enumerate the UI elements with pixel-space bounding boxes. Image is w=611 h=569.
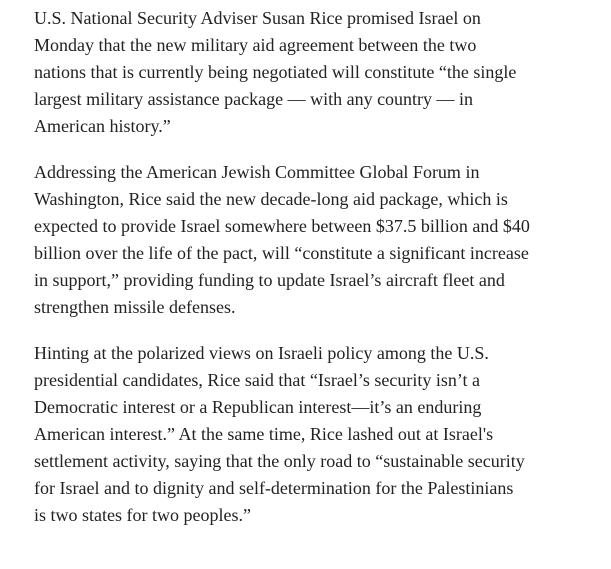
text-line: Washington, Rice said the new decade-long aid package, which is	[34, 189, 508, 209]
text-line: nations that is currently being negotiated will constitute “the single	[34, 62, 517, 82]
text-line: settlement activity, saying that the only road to “sustainable security	[34, 451, 525, 471]
text-line: strengthen missile defenses.	[34, 297, 236, 317]
text-line: billion over the life of the pact, will “constitute a significant increase	[34, 243, 529, 263]
text-line: Hinting at the polarized views on Israeli policy among the U.S.	[34, 343, 489, 363]
paragraph-3	[34, 340, 606, 529]
text-line: for Israel and to dignity and self-determination for the Palestinians	[34, 478, 514, 498]
text-line: presidential candidates, Rice said that “Israel’s security isn’t a	[34, 370, 481, 390]
text-line: Addressing the American Jewish Committee Global Forum in	[34, 162, 480, 182]
text-line: Democratic interest or a Republican interest—it’s an enduring	[34, 397, 482, 417]
text-line: American interest.” At the same time, Rice lashed out at Israel's	[34, 424, 494, 444]
paragraph-1	[34, 5, 606, 140]
text-line: largest military assistance package — with any country — in	[34, 89, 474, 109]
text-line: in support,” providing funding to update Israel’s aircraft fleet and	[34, 270, 505, 290]
paragraph-2	[34, 159, 606, 321]
text-line: is two states for two peoples.”	[34, 505, 251, 525]
text-line: Monday that the new military aid agreement between the two	[34, 35, 477, 55]
article-body	[34, 5, 606, 548]
text-line: American history.”	[34, 116, 171, 136]
text-line: U.S. National Security Adviser Susan Rice promised Israel on	[34, 8, 481, 28]
text-line: expected to provide Israel somewhere between $37.5 billion and $40	[34, 216, 530, 236]
